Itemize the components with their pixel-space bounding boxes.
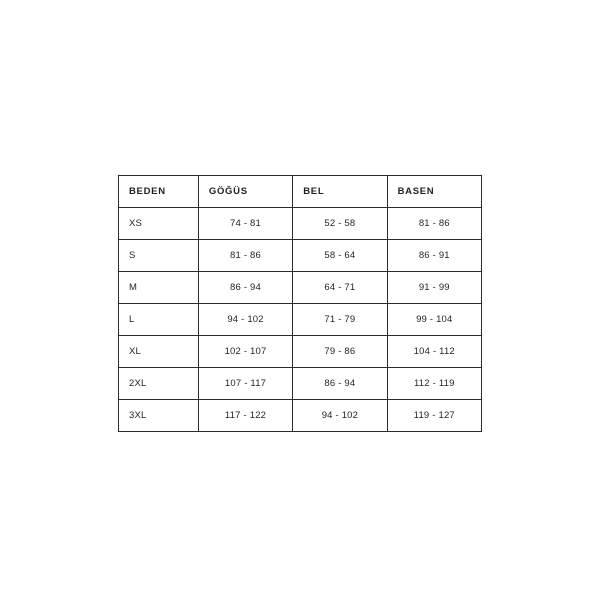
column-header-hip: BASEN [387,176,481,208]
cell-waist: 64 - 71 [293,272,387,304]
cell-hip: 112 - 119 [387,368,481,400]
table-header [119,176,482,208]
column-header-size: BEDEN [119,176,199,208]
cell-size: 3XL [119,400,199,432]
cell-hip: 86 - 91 [387,240,481,272]
cell-size: 2XL [119,368,199,400]
cell-waist: 94 - 102 [293,400,387,432]
cell-chest: 81 - 86 [198,240,292,272]
column-header-chest: GÖĞÜS [198,176,292,208]
cell-chest: 94 - 102 [198,304,292,336]
cell-size: XS [119,208,199,240]
cell-hip: 119 - 127 [387,400,481,432]
cell-waist: 79 - 86 [293,336,387,368]
cell-hip: 104 - 112 [387,336,481,368]
cell-chest: 86 - 94 [198,272,292,304]
table-body [119,208,482,432]
cell-size: M [119,272,199,304]
cell-chest: 107 - 117 [198,368,292,400]
table-row [119,400,482,432]
cell-waist: 52 - 58 [293,208,387,240]
cell-size: XL [119,336,199,368]
size-chart-container [118,175,482,432]
cell-hip: 91 - 99 [387,272,481,304]
table-row [119,368,482,400]
cell-size: L [119,304,199,336]
column-header-waist: BEL [293,176,387,208]
table-row [119,240,482,272]
cell-waist: 86 - 94 [293,368,387,400]
cell-waist: 71 - 79 [293,304,387,336]
cell-chest: 117 - 122 [198,400,292,432]
table-row [119,272,482,304]
cell-waist: 58 - 64 [293,240,387,272]
table-header-row [119,176,482,208]
table-row [119,208,482,240]
table-row [119,304,482,336]
cell-size: S [119,240,199,272]
cell-hip: 81 - 86 [387,208,481,240]
cell-hip: 99 - 104 [387,304,481,336]
cell-chest: 102 - 107 [198,336,292,368]
cell-chest: 74 - 81 [198,208,292,240]
table-row [119,336,482,368]
size-chart-table [118,175,482,432]
